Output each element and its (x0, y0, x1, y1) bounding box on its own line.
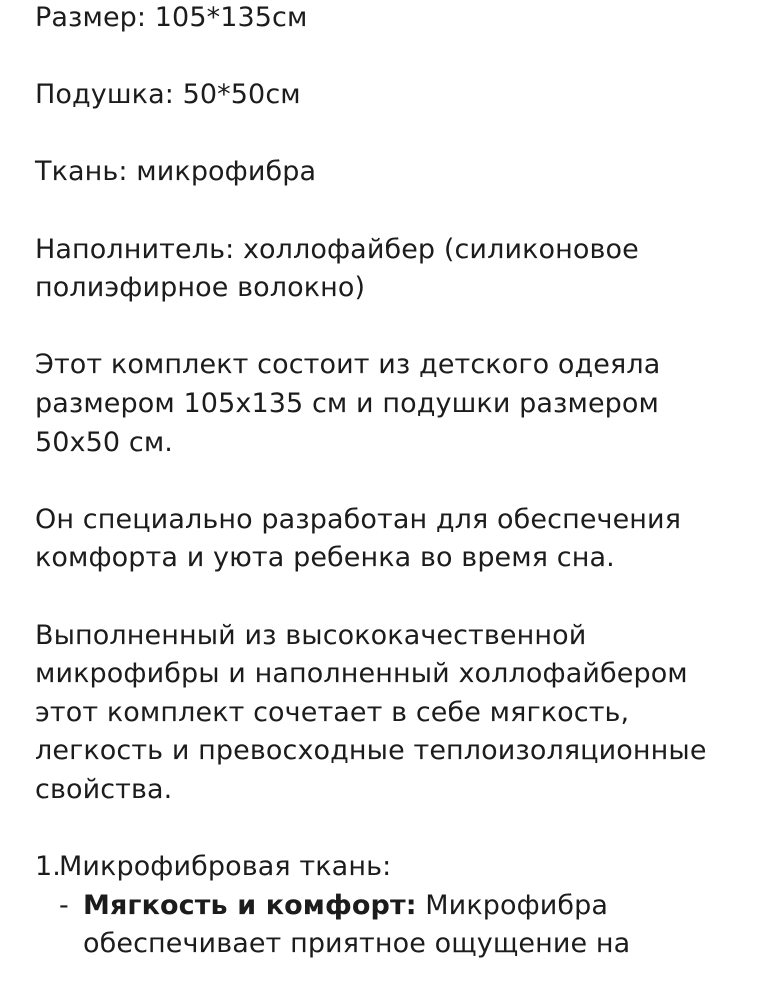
set-description: Этот комплект состоит из детского одеяла размером 105х135 см и подушки размером 50х50 см. (35, 349, 670, 458)
list-title: Микрофибровая ткань: (59, 851, 392, 883)
pillow-line: Подушка: 50*50см (35, 79, 301, 111)
sub-item-text: Микрофибра обеспечивает приятное ощущение на (83, 889, 631, 960)
fabric-line: Ткань: микрофибра (35, 156, 317, 188)
sub-item-softness (35, 887, 735, 964)
sub-item-title: Мягкость и комфорт: (83, 889, 417, 921)
list-item-microfiber (35, 848, 735, 887)
size-line: Размер: 105*135см (35, 2, 308, 33)
purpose-description: Он специально разработан для обеспечения комфорта и уюта ребенка во время сна. (35, 503, 690, 574)
product-description (35, 0, 735, 964)
list-number: 1. (35, 851, 61, 883)
material-description: Выполненный из высококачественной микрофибры и наполненный холлофайбером этот комплект сочетает в себе мягкость, легкость и превосходные теплоизоляционные свойства. (35, 619, 716, 805)
dash-marker: - (59, 889, 69, 921)
filler-line: Наполнитель: холлофайбер (силиконовое полиэфирное волокно) (35, 233, 648, 304)
